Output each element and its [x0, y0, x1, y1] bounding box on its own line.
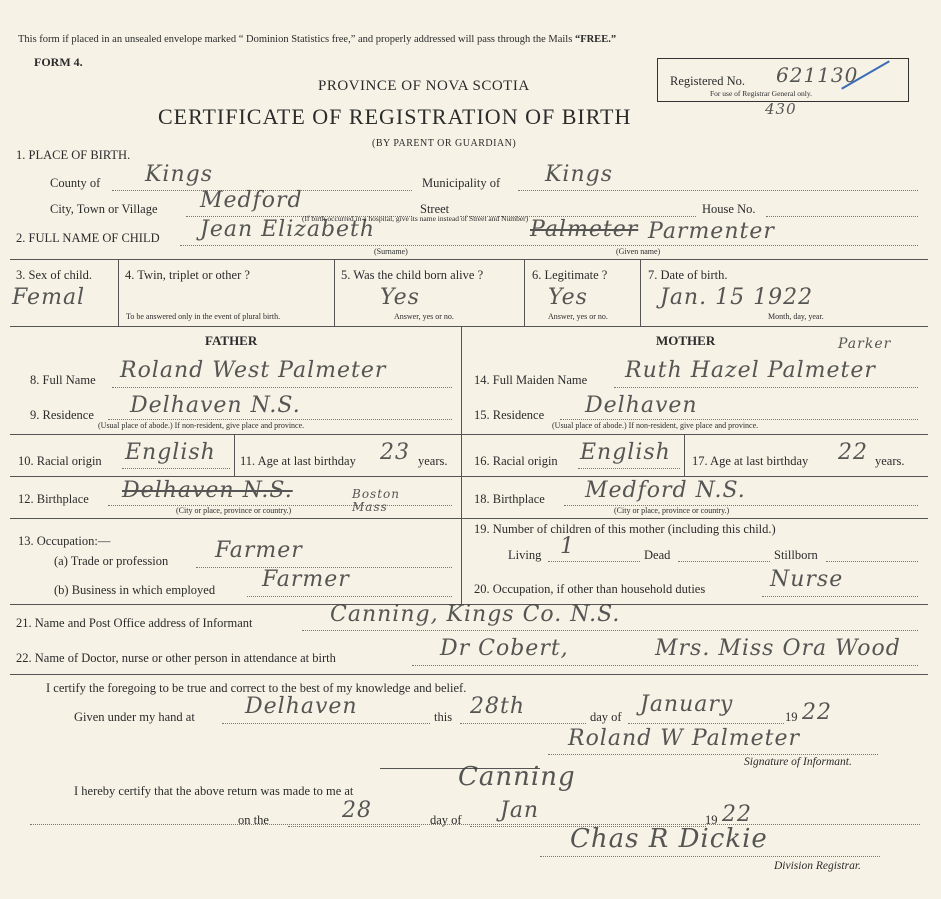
given-year-value: 22: [802, 700, 832, 725]
registrar-day-value: 28: [342, 798, 372, 823]
mother-heading: MOTHER: [656, 333, 716, 348]
margin-note: 430: [765, 100, 797, 118]
informant-label: 21. Name and Post Office address of Informant: [16, 616, 253, 630]
given-under-label: Given under my hand at: [74, 710, 195, 724]
mother-birthplace-label: 18. Birthplace: [474, 492, 545, 506]
county-label: County of: [50, 176, 101, 190]
registrar-day-line: [288, 826, 420, 827]
stillborn-label: Stillborn: [774, 548, 818, 562]
street-note: (If birth occurred in a hospital, give its name instead of Street and Number): [302, 214, 529, 223]
dob-label: 7. Date of birth.: [648, 268, 728, 282]
father-years-label: years.: [418, 454, 448, 468]
father-business-line: [247, 596, 452, 597]
registrar-statement: I hereby certify that the above return was made to me at: [74, 784, 354, 798]
father-age-label: 11. Age at last birthday: [240, 454, 356, 468]
rule-top-details: [10, 259, 928, 260]
father-business-value: Farmer: [262, 567, 350, 592]
county-value: Kings: [145, 162, 214, 187]
dead-label: Dead: [644, 548, 671, 562]
given-day-line: [460, 723, 586, 724]
stillborn-line: [826, 561, 918, 562]
mother-racial-label: 16. Racial origin: [474, 454, 558, 468]
legitimate-label: 6. Legitimate ?: [532, 268, 608, 282]
living-label: Living: [508, 548, 542, 562]
father-residence-value: Delhaven N.S.: [130, 393, 301, 418]
mother-occupation-label: 20. Occupation, if other than household duties: [474, 582, 706, 596]
child-given-name: Jean Elizabeth: [200, 217, 376, 242]
mother-racial-line: [578, 468, 680, 469]
registrar-year-prefix: 19: [705, 813, 718, 827]
rule-racial-top: [10, 434, 928, 435]
place-of-birth-label: 1. PLACE OF BIRTH.: [16, 148, 131, 162]
attendant-line: [412, 665, 918, 666]
mother-birthplace-value: Medford N.S.: [585, 478, 746, 503]
mail-notice: [18, 34, 616, 45]
city-label: City, Town or Village: [50, 202, 158, 216]
attendant-label: 22. Name of Doctor, nurse or other person in attendance at birth: [16, 651, 336, 665]
registrar-year-value: 22: [722, 802, 752, 827]
divider-6: [640, 259, 641, 326]
father-birthplace-extra: Boston Mass: [352, 487, 400, 514]
living-line: [548, 561, 640, 562]
father-age-divider: [234, 434, 235, 476]
divider-5: [524, 259, 525, 326]
rule-bottom-details: [10, 326, 928, 327]
child-surname: Parmenter: [648, 219, 775, 244]
registrar-day-of-label: day of: [430, 813, 462, 827]
father-trade-value: Farmer: [215, 538, 303, 563]
divider-4: [334, 259, 335, 326]
municipality-label: Municipality of: [422, 176, 501, 190]
certificate-title: CERTIFICATE OF REGISTRATION OF BIRTH: [158, 104, 632, 129]
father-birthplace-value: Delhaven N.S.: [122, 478, 293, 503]
given-day-value: 28th: [470, 694, 526, 719]
registrar-month-value: Jan: [500, 798, 540, 823]
father-business-label: (b) Business in which employed: [54, 583, 216, 597]
street-label: Street: [420, 202, 450, 216]
given-month-line: [628, 723, 784, 724]
informant-signature: Roland W Palmeter: [568, 726, 801, 751]
alive-note: Answer, yes or no.: [394, 312, 454, 321]
given-year-prefix: 19: [785, 710, 798, 724]
registrar-signature-caption: Division Registrar.: [774, 860, 861, 872]
mother-name-value: Ruth Hazel Palmeter: [625, 358, 876, 383]
attendant-doctor: Dr Cobert,: [440, 636, 569, 661]
alive-label: 5. Was the child born alive ?: [341, 268, 484, 282]
form-number: FORM 4.: [34, 55, 83, 69]
house-no-line: [766, 216, 918, 217]
certificate-subtitle: (BY PARENT OR GUARDIAN): [372, 138, 517, 149]
mother-residence-value: Delhaven: [585, 393, 698, 418]
dob-note: Month, day, year.: [768, 312, 824, 321]
father-birthplace-label: 12. Birthplace: [18, 492, 89, 506]
father-name-value: Roland West Palmeter: [120, 358, 387, 383]
dead-line: [678, 561, 770, 562]
rule-certification-top: [10, 674, 928, 675]
divider-3: [118, 259, 119, 326]
informant-statement: I certify the foregoing to be true and correct to the best of my knowledge and belief.: [46, 681, 467, 695]
mother-name-label: 14. Full Maiden Name: [474, 373, 588, 387]
informant-value: Canning, Kings Co. N.S.: [330, 602, 621, 627]
living-value: 1: [560, 534, 575, 559]
mother-name-correction: Parker: [838, 336, 892, 352]
house-no-label: House No.: [702, 202, 756, 216]
mother-children-label: 19. Number of children of this mother (including this child.): [474, 522, 776, 536]
father-residence-note: (Usual place of abode.) If non-resident, give place and province.: [98, 421, 305, 430]
mother-age-label: 17. Age at last birthday: [692, 454, 809, 468]
mother-residence-label: 15. Residence: [474, 408, 545, 422]
sex-value: Femal: [12, 285, 86, 310]
rule-birthplace-bottom: [10, 518, 928, 519]
mother-years-label: years.: [875, 454, 905, 468]
surname-caption: (Surname): [374, 247, 408, 256]
province-heading: PROVINCE OF NOVA SCOTIA: [318, 78, 530, 94]
registered-number: 621130: [776, 63, 859, 87]
mail-notice-text: This form if placed in an unsealed envelope marked “ Dominion Statistics free,” and properly addressed will pass through the Mails: [18, 34, 573, 45]
mother-racial-value: English: [580, 440, 671, 465]
twin-note: To be answered only in the event of plural birth.: [126, 312, 281, 321]
sex-label: 3. Sex of child.: [16, 268, 93, 282]
child-surname-struck: Palmeter: [530, 217, 639, 242]
registrar-signature: Chas R Dickie: [570, 824, 768, 854]
father-name-line: [112, 387, 452, 388]
father-residence-label: 9. Residence: [30, 408, 94, 422]
father-occupation-label: 13. Occupation:—: [18, 534, 111, 548]
given-month-value: January: [640, 692, 734, 717]
father-racial-value: English: [125, 440, 216, 465]
rule-racial-bottom: [10, 476, 928, 477]
given-day-of-label: day of: [590, 710, 622, 724]
registrar-place-line: [30, 824, 920, 825]
mother-age-value: 22: [838, 440, 868, 465]
given-name-caption: (Given name): [616, 247, 661, 256]
father-heading: FATHER: [205, 333, 258, 348]
registered-label: Registered No.: [670, 74, 745, 88]
mother-age-divider: [684, 434, 685, 476]
this-label: this: [434, 710, 453, 724]
legitimate-value: Yes: [548, 285, 588, 310]
mother-residence-note: (Usual place of abode.) If non-resident, give place and province.: [552, 421, 759, 430]
father-racial-label: 10. Racial origin: [18, 454, 102, 468]
father-residence-line: [108, 419, 452, 420]
municipality-line: [518, 190, 918, 191]
registrar-use-note: For use of Registrar General only.: [710, 89, 812, 98]
alive-value: Yes: [380, 285, 420, 310]
child-name-label: 2. FULL NAME OF CHILD: [16, 231, 160, 245]
informant-line: [302, 630, 918, 631]
father-age-value: 23: [380, 440, 410, 465]
mother-birthplace-note: (City or place, province or country.): [614, 506, 730, 515]
informant-signature-line: [548, 754, 878, 755]
father-racial-line: [122, 468, 230, 469]
mother-occupation-line: [762, 596, 918, 597]
informant-signature-caption: Signature of Informant.: [744, 756, 852, 768]
mother-residence-line: [560, 419, 918, 420]
child-name-line: [180, 245, 918, 246]
registrar-signature-line: [540, 856, 880, 857]
mother-name-line: [614, 387, 918, 388]
attendant-nurse: Mrs. Miss Ora Wood: [655, 636, 901, 661]
on-the-label: on the: [238, 813, 269, 827]
municipality-value: Kings: [545, 162, 614, 187]
given-place-line: [222, 723, 430, 724]
legitimate-note: Answer, yes or no.: [548, 312, 608, 321]
father-birthplace-note: (City or place, province or country.): [176, 506, 292, 515]
twin-label: 4. Twin, triplet or other ?: [125, 268, 250, 282]
father-trade-label: (a) Trade or profession: [54, 554, 169, 568]
parents-divider: [461, 326, 462, 604]
mail-free-text: “FREE.”: [574, 34, 617, 45]
dob-value: Jan. 15 1922: [660, 285, 814, 310]
given-place-value: Delhaven: [245, 694, 358, 719]
father-name-label: 8. Full Name: [30, 373, 96, 387]
city-value: Medford: [200, 188, 303, 213]
registrar-place-value: Canning: [458, 762, 576, 792]
mother-occupation-value: Nurse: [770, 567, 844, 592]
